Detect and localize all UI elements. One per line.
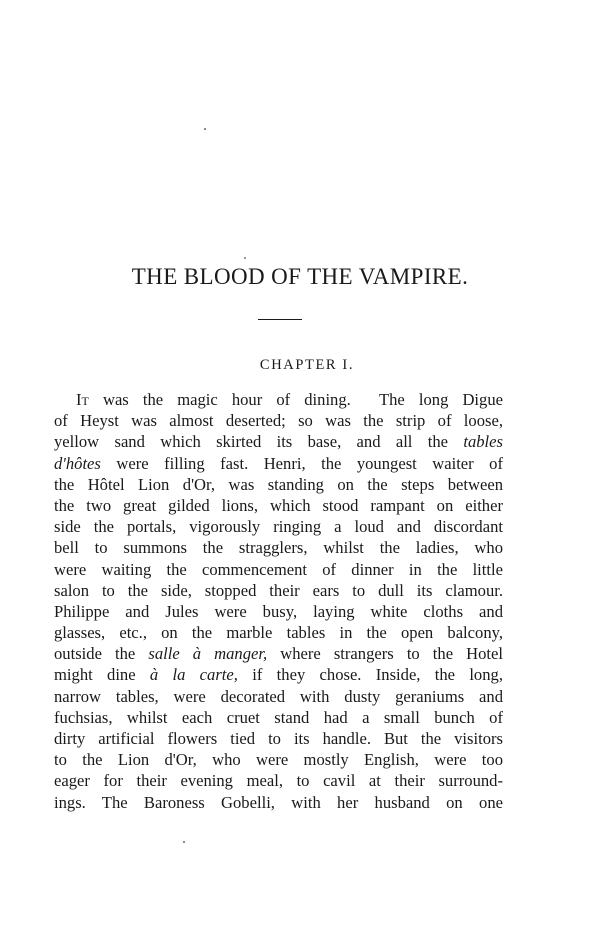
text-line (54, 453, 503, 474)
text-segment: if they chose. Inside, the long, (252, 665, 503, 685)
text-line: to the Lion d'Or, who were mostly English, were too (54, 750, 503, 770)
text-line: dirty artificial flowers tied to its handle. But the visitors (54, 729, 503, 748)
text-line (54, 664, 503, 685)
text-segment: where strangers to the Hotel (280, 644, 503, 664)
text-line (54, 389, 503, 410)
text-line: side the portals, vigorously ringing a loud and discordant (54, 517, 503, 537)
text-segment: yellow sand which skirted its base, and all the (54, 432, 449, 452)
paper-speck (204, 128, 206, 130)
text-line (54, 431, 503, 452)
italic-text-segment: à la carte, (149, 665, 238, 685)
text-line: bell to summons the stragglers, whilst the ladies, who (54, 538, 503, 558)
text-segment: were filling fast. Henri, the youngest waiter of (116, 453, 503, 473)
chapter-heading: CHAPTER I. (259, 357, 355, 373)
text-line: glasses, etc., on the marble tables in the open balcony, (54, 623, 503, 643)
italic-text-segment: d'hôtes (54, 453, 101, 473)
text-segment: It was the magic hour of dining. (76, 390, 351, 409)
paper-speck (183, 841, 185, 843)
text-line: salon to the side, stopped their ears to dull its clamour. (54, 580, 503, 600)
text-segment: The long Digue (378, 390, 504, 409)
text-segment: outside the (54, 644, 136, 664)
text-line: narrow tables, were decorated with dusty geraniums and (54, 686, 503, 706)
text-line: the two great gilded lions, which stood rampant on either (54, 495, 503, 515)
text-line: of Heyst was almost deserted; so was the strip of loose, (54, 411, 503, 431)
chapter-body-paragraph (54, 389, 503, 813)
text-line: eager for their evening meal, to cavil at their surround- (54, 771, 503, 791)
text-line: fuchsias, whilst each cruet stand had a small bunch of (54, 707, 503, 727)
book-title: THE BLOOD OF THE VAMPIRE. (131, 264, 469, 289)
paper-speck (244, 257, 246, 259)
title-divider-rule (258, 319, 302, 320)
text-line: the Hôtel Lion d'Or, was standing on the steps between (54, 474, 503, 494)
italic-text-segment: salle à manger, (148, 644, 268, 664)
italic-text-segment: tables (463, 432, 503, 452)
text-line: ings. The Baroness Gobelli, with her husband on one (54, 792, 503, 812)
text-line (54, 643, 503, 664)
text-line: were waiting the commencement of dinner in the little (54, 559, 503, 579)
text-line: Philippe and Jules were busy, laying white cloths and (54, 601, 503, 621)
text-segment: might dine (54, 665, 136, 685)
